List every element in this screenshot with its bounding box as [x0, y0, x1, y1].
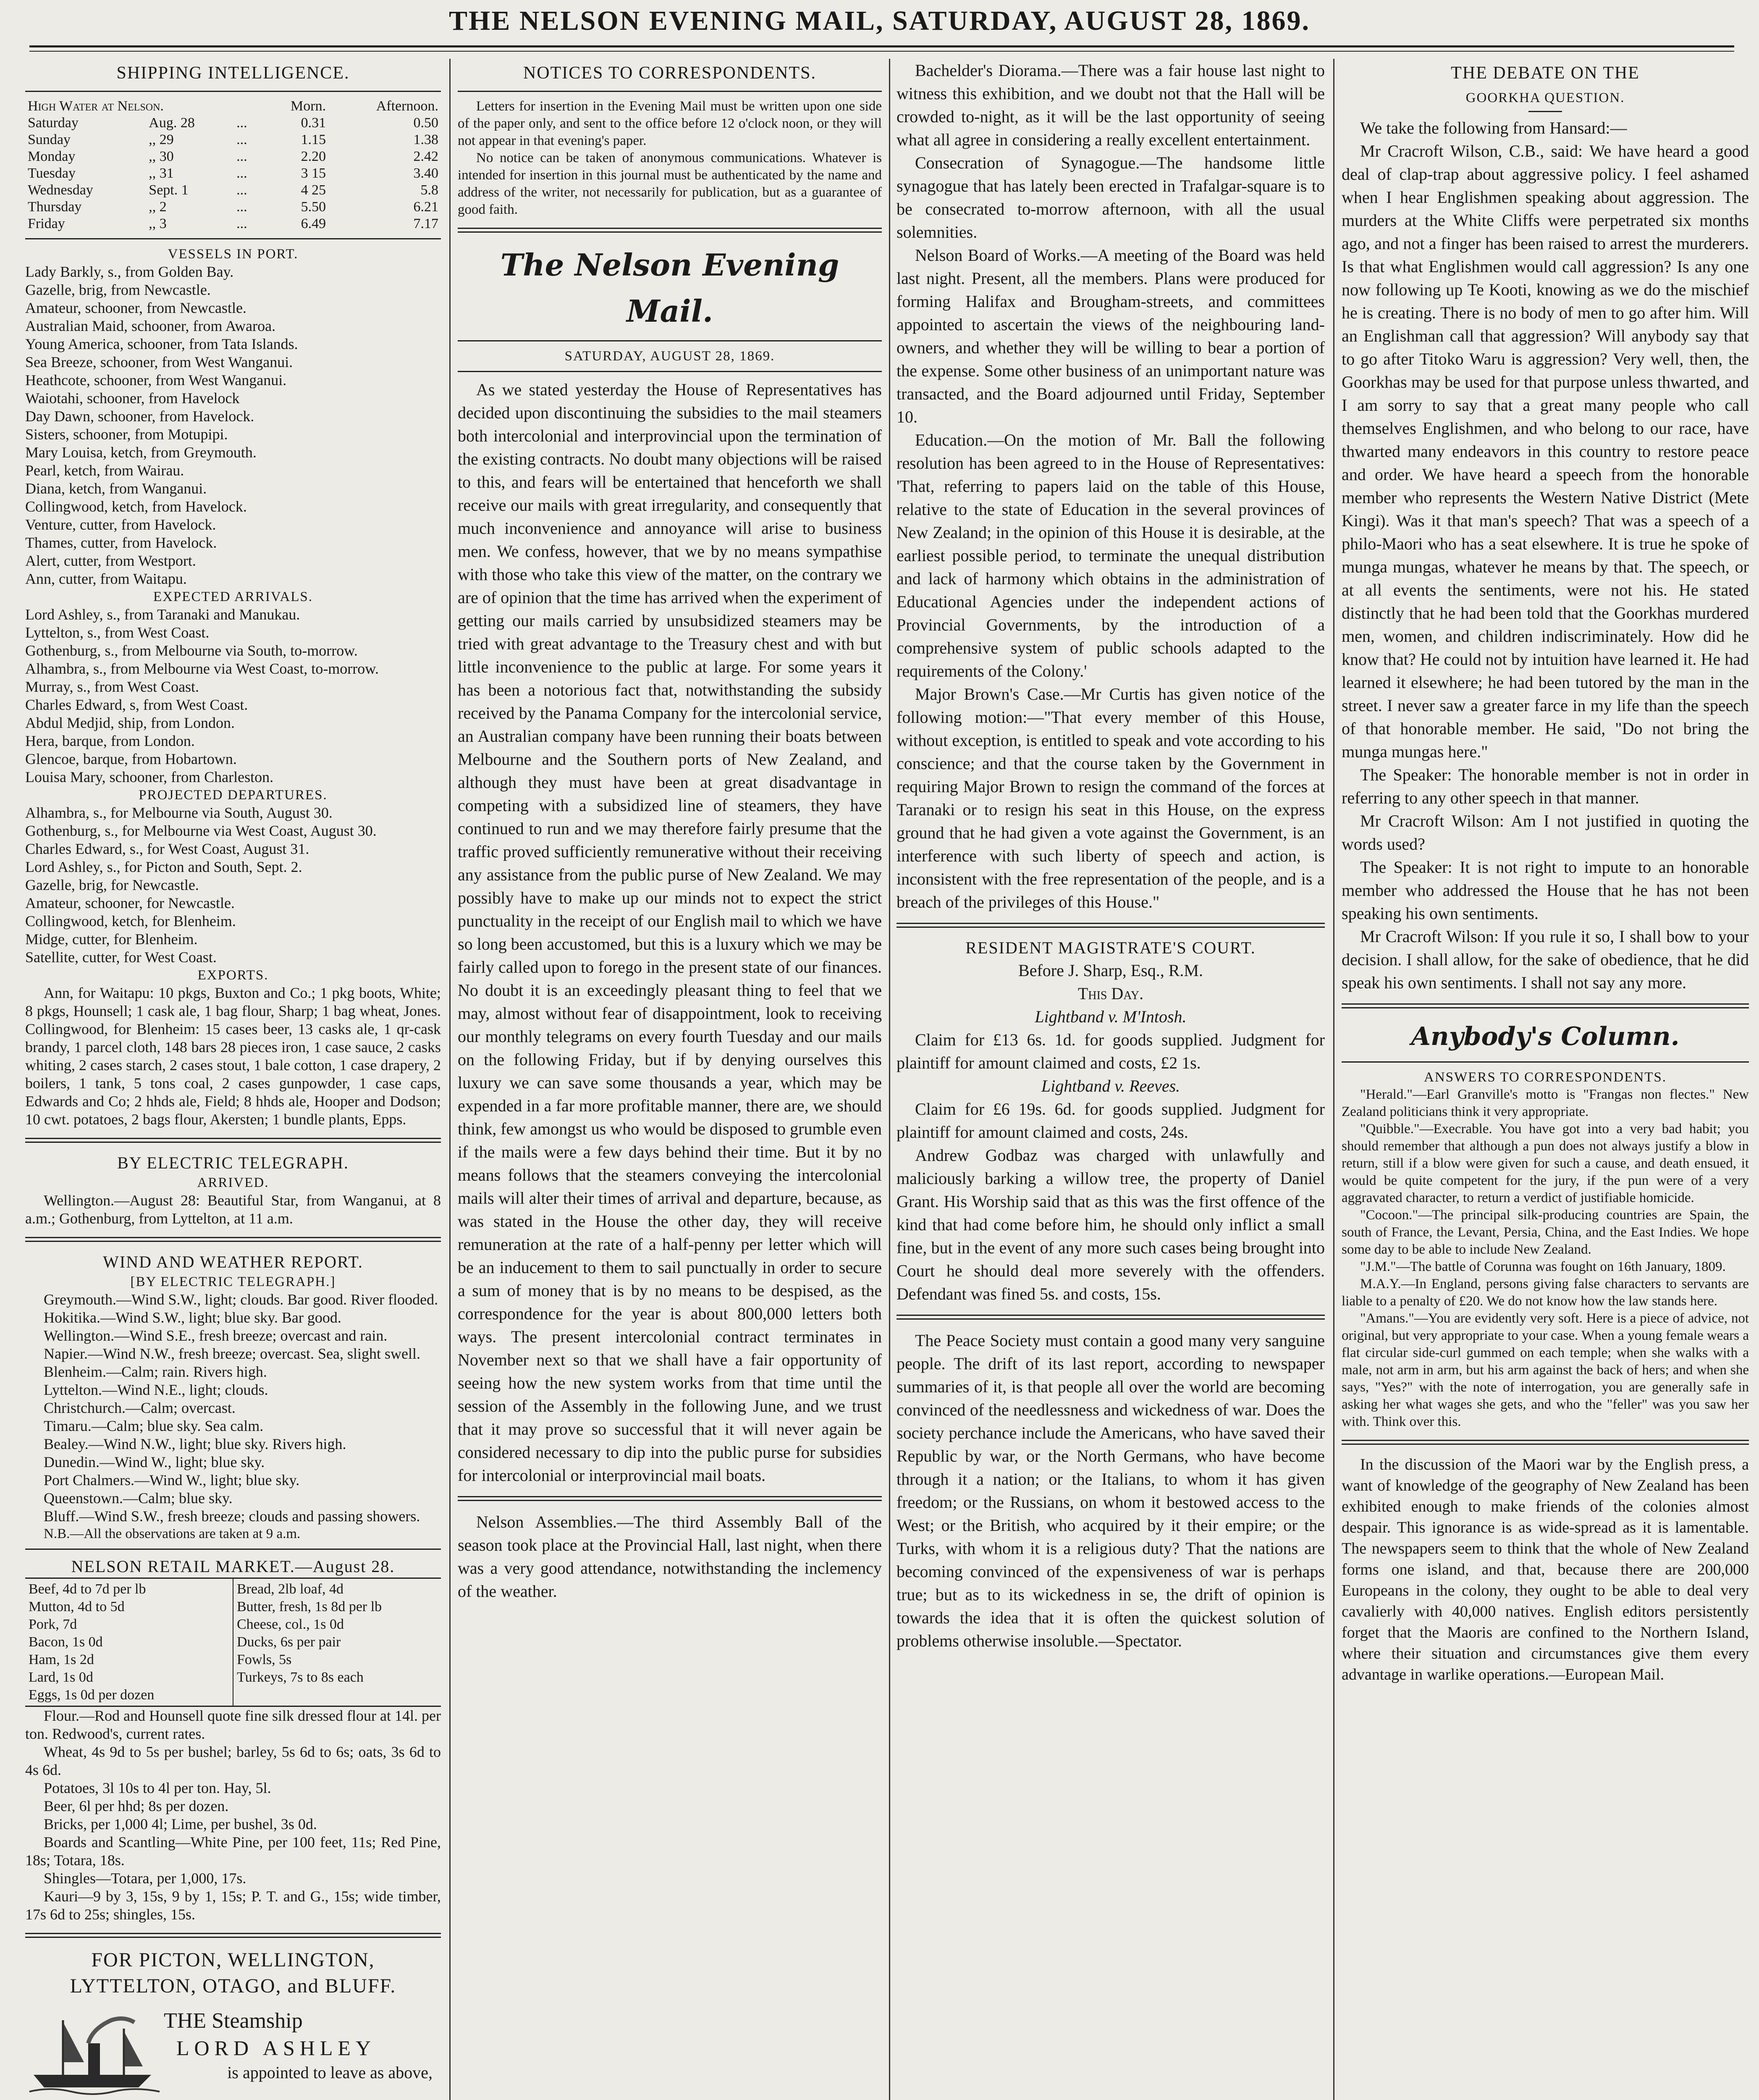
- expected-arrival-entry: Gothenburg, s., from Melbourne via South, to-morrow.: [25, 642, 358, 659]
- masthead: THE NELSON EVENING MAIL, SATURDAY, AUGUST 28, 1869.: [449, 5, 1310, 36]
- tide-cell: ,, 31: [149, 165, 174, 181]
- departure-entry: Lord Ashley, s., for Picton and South, Sept. 2.: [25, 858, 302, 875]
- steamer-advertisement: [25, 2003, 441, 2100]
- market-note: Kauri—9 by 3, 15s, 9 by 1, 15s; P. T. and G., 15s; wide timber, 17s 6d to 25s; shingles, 15s.: [25, 1888, 441, 1923]
- tide-cell: Saturday: [28, 115, 79, 131]
- vessel-entry: Sisters, schooner, from Motupipi.: [25, 426, 228, 443]
- double-divider: [897, 923, 1325, 928]
- tide-cell: Thursday: [28, 199, 82, 215]
- expected-arrival-entry: Charles Edward, s, from West Coast.: [25, 696, 248, 713]
- tide-cell: ...: [236, 216, 247, 231]
- vessel-entry: Young America, schooner, from Tata Islands.: [25, 336, 298, 352]
- vessels-heading: VESSELS IN PORT.: [168, 247, 299, 262]
- tide-header-afternoon: Afternoon.: [376, 98, 438, 114]
- ad-ship-name: LORD ASHLEY: [176, 2036, 376, 2060]
- market-price-item: Ducks, 6s per pair: [237, 1634, 341, 1650]
- vessel-entry: Sea Breeze, schooner, from West Wanganui.: [25, 354, 293, 370]
- answer-entry: "Cocoon."—The principal silk-producing countries are Spain, the south of France, the Levant, Persia, China, and the East Indies. We hope some day to be able to include New Zealand.: [1342, 1208, 1749, 1257]
- steamer-ad-title: FOR PICTON, WELLINGTON, LYTTELTON, OTAGO, and BLUFF.: [70, 1949, 396, 1997]
- expected-arrival-entry: Alhambra, s., from Melbourne via West Coast, to-morrow.: [25, 660, 379, 677]
- tide-cell: 1.15: [301, 132, 326, 147]
- departure-entry: Collingwood, ketch, for Blenheim.: [25, 913, 236, 929]
- vessel-entry: Venture, cutter, from Havelock.: [25, 516, 216, 533]
- market-right-column: [233, 1579, 441, 1706]
- tide-table: [25, 98, 441, 232]
- expected-arrival-entry: Hera, barque, from London.: [25, 732, 195, 749]
- market-heading: NELSON RETAIL MARKET.—August 28.: [71, 1557, 395, 1576]
- tide-row: [25, 199, 441, 215]
- tide-cell: 0.31: [301, 115, 326, 131]
- double-divider: [25, 1933, 441, 1938]
- expected-arrival-entry: Lyttelton, s., from West Coast.: [25, 624, 210, 641]
- departure-entry: Midge, cutter, for Blenheim.: [25, 931, 198, 948]
- steamer-ad-body: [164, 2008, 433, 2084]
- tide-cell: ,, 30: [149, 149, 174, 164]
- tide-cell: 6.49: [301, 216, 326, 231]
- answer-entry: M.A.Y.—In England, persons giving false characters to servants are liable to a penalty of £20. We do not know how the law stands here.: [1342, 1276, 1749, 1309]
- double-divider: [458, 228, 882, 233]
- market-price-item: Butter, fresh, 1s 8d per lb: [237, 1599, 382, 1614]
- tide-cell: 0.50: [413, 115, 438, 131]
- tide-header-morning: Morn.: [291, 98, 326, 114]
- departure-entry: Amateur, schooner, for Newcastle.: [25, 895, 235, 911]
- tide-row: [25, 215, 441, 232]
- market-note: Shingles—Totara, per 1,000, 17s.: [44, 1870, 246, 1887]
- notice-anonymous: No notice can be taken of anonymous communications. Whatever is intended for insertion in this journal must be authenticated by the name and address of the writer, not necessarily for publication, but as a guarantee of good faith.: [458, 150, 882, 217]
- vessel-entry: Diana, ketch, from Wanganui.: [25, 480, 207, 497]
- vessel-entry: Thames, cutter, from Havelock.: [25, 534, 217, 551]
- weather-report-entry: Timaru.—Calm; blue sky. Sea calm.: [44, 1418, 264, 1434]
- tide-cell: ,, 3: [149, 216, 167, 231]
- double-divider: [897, 1315, 1325, 1320]
- answer-entry: "J.M."—The battle of Corunna was fought on 16th January, 1809.: [1360, 1259, 1726, 1274]
- expected-arrival-entry: Louisa Mary, schooner, from Charleston.: [25, 769, 274, 785]
- departures-list: [25, 804, 441, 966]
- column-editorial: [458, 59, 882, 2100]
- vessel-entry: Ann, cutter, from Waitapu.: [25, 570, 187, 587]
- anybodys-column-title: Anybody's Column.: [1411, 1022, 1680, 1051]
- departure-entry: Charles Edward, s., for West Coast, August 31.: [25, 840, 309, 857]
- answer-entry: "Quibble."—Execrable. You have got into a very bad habit; you should remember that although a pun does not always justify a blow in return, still if a blow were given for such a cause, and death ensued, it would be quite competent for the jury, if the pun were of a very aggravated character, to return a verdict of justifiable homicide.: [1342, 1121, 1749, 1205]
- weather-list: [25, 1291, 441, 1525]
- case2-title: Lightband v. Reeves.: [1041, 1076, 1180, 1095]
- weather-report-entry: Napier.—Wind N.W., fresh breeze; overcast. Sea, slight swell.: [44, 1345, 420, 1362]
- tide-cell: 2.42: [413, 149, 438, 164]
- debate-wilson-2: Mr Cracroft Wilson: If you rule it so, I shall bow to your decision. I shall allow, for the sake of obedience, that he did speak his own sentiments. I shall not say any more.: [1342, 927, 1749, 992]
- weather-report-entry: Wellington.—Wind S.E., fresh breeze; overcast and rain.: [44, 1327, 388, 1344]
- answers-list: [1342, 1086, 1749, 1431]
- market-price-item: Lard, 1s 0d: [29, 1670, 93, 1685]
- tide-cell: 3.40: [413, 165, 438, 181]
- market-price-item: Eggs, 1s 0d per dozen: [29, 1687, 155, 1703]
- column-divider: [449, 59, 451, 2100]
- weather-report-entry: Dunedin.—Wind W., light; blue sky.: [44, 1454, 265, 1470]
- weather-report-entry: Greymouth.—Wind S.W., light; clouds. Bar good. River flooded.: [44, 1291, 438, 1308]
- weather-report-entry: Hokitika.—Wind S.W., light; blue sky. Bar good.: [44, 1309, 341, 1326]
- tide-cell: ...: [236, 149, 247, 164]
- expected-heading: EXPECTED ARRIVALS.: [153, 589, 313, 604]
- column-shipping: [25, 59, 441, 2100]
- vessels-list: [25, 263, 441, 588]
- tide-cell: 7.17: [413, 216, 438, 231]
- column-divider: [889, 59, 890, 2100]
- column-local-news: [897, 59, 1325, 2100]
- divider: [458, 91, 882, 92]
- double-divider: [1342, 1003, 1749, 1008]
- market-price-item: Bread, 2lb loaf, 4d: [237, 1581, 343, 1597]
- tide-row: [25, 148, 441, 165]
- tide-cell: ...: [236, 182, 247, 198]
- tide-row: [25, 165, 441, 182]
- diorama-paragraph: Bachelder's Diorama.—There was a fair house last night to witness this exhibition, and we doubt not that the Hall will be crowded to-night, as it will be the last opportunity of seeing what all agree in considering a really excellent entertainment.: [897, 61, 1325, 149]
- weather-report-entry: Bluff.—Wind S.W., fresh breeze; clouds and passing showers.: [44, 1508, 420, 1525]
- departure-entry: Gazelle, brig, for Newcastle.: [25, 877, 199, 893]
- column-debate: [1342, 59, 1749, 2100]
- court-day: This Day.: [1077, 984, 1144, 1003]
- tide-cell: Tuesday: [28, 165, 76, 181]
- major-brown-paragraph: Major Brown's Case.—Mr Curtis has given notice of the following motion:—"That every member of this House, without exception, is entitled to speak and vote according to his conscience; and that the course taken by the Government in requiring Major Brown to resign the command of the forces at Taranaki or to resign his seat in this House, on the express ground that he had given a vote against the Government, is an interference with such liberty of speech and action, is inconsistent with the free representation of the people, and is a breach of the privileges of this House.": [897, 685, 1325, 911]
- tide-cell: Friday: [28, 216, 65, 231]
- case1-text: Claim for £13 6s. 1d. for goods supplied. Judgment for plaintiff for amount claimed and costs, £2 1s.: [897, 1030, 1325, 1072]
- answers-heading: ANSWERS TO CORRESPONDENTS.: [1424, 1070, 1667, 1085]
- tide-row: [25, 182, 441, 199]
- education-paragraph: Education.—On the motion of Mr. Ball the following resolution has been agreed to in the House of Representatives: 'That, referring to papers laid on the table of this House, relative to the state of Education in the several provinces of New Zealand; in the opinion of this House it is desirable, at the earliest possible period, to terminate the unequal distribution and lack of harmony which obtains in the administration of Educational Agencies under the independent actions of Provincial Governments, by the introduction of a comprehensive system of public schools adapted to the requirements of the Colony.': [897, 430, 1325, 680]
- ad-the-steamship: THE Steamship: [164, 2009, 303, 2033]
- vessel-entry: Waiotahi, schooner, from Havelock: [25, 390, 240, 407]
- market-notes: [25, 1707, 441, 1924]
- tide-cell: Sunday: [28, 132, 71, 147]
- departures-heading: PROJECTED DEPARTURES.: [139, 788, 328, 803]
- vessel-entry: Gazelle, brig, from Newcastle.: [25, 281, 211, 298]
- divider: [458, 340, 882, 341]
- assemblies-paragraph: Nelson Assemblies.—The third Assembly Ball of the season took place at the Provincial Hall, last night, when there was a very good attendance, notwithstanding the inclemency of the weather.: [458, 1512, 882, 1601]
- divider: [25, 238, 441, 239]
- short-divider: [1528, 111, 1562, 112]
- market-note: Boards and Scantling—White Pine, per 100 feet, 11s; Red Pine, 18s; Totara, 18s.: [25, 1834, 441, 1869]
- departure-entry: Gothenburg, s., for Melbourne via West Coast, August 30.: [25, 822, 377, 839]
- expected-arrival-entry: Glencoe, barque, from Hobartown.: [25, 751, 237, 767]
- peace-society-paragraph: The Peace Society must contain a good many very sanguine people. The drift of its last report, according to newspaper summaries of it, is that people all over the world are becoming convinced of the needlessness and wickedness of war. Does the society perchance include the Americans, who have saved their Republic by war, or the North Germans, who have become through it a nation; or the Italians, to whom it has given freedom; or the Russians, on whom it bestowed access to the West; or the British, who acquired by it their empire; or the Turks, with whom it is a religious duty? That the nations are becoming convinced of the expensiveness of war is perhaps true; but as to its wickedness in se, the drift of opinion is towards the idea that it is often the quickest solution of problems otherwise insoluble.—Spectator.: [897, 1331, 1325, 1650]
- market-price-item: Mutton, 4d to 5d: [29, 1599, 125, 1614]
- market-note: Beer, 6l per hhd; 8s per dozen.: [44, 1798, 229, 1814]
- tide-cell: ...: [236, 199, 247, 215]
- market-price-item: Turkeys, 7s to 8s each: [237, 1670, 364, 1685]
- expected-list: [25, 606, 441, 786]
- maori-war-paragraph: In the discussion of the Maori war by the English press, a want of knowledge of the geography of New Zealand has been exhibited enough to make friends of the colonies almost despair. This ignorance is as wide-spread as it is lamentable. The newspapers seem to think that the whole of New Zealand forms one island, and that, because there are 200,000 Europeans in the colony, they ought to be able to deal very cavalierly with 40,000 natives. English editors persistently forget that the Maoris are confined to the Northern Island, where their situation and circumstances give them every advantage in warlike operations.—European Mail.: [1342, 1456, 1749, 1683]
- weather-report-entry: Port Chalmers.—Wind W., light; blue sky.: [44, 1472, 300, 1488]
- market-price-table: [25, 1578, 441, 1707]
- vessel-entry: Pearl, ketch, from Wairau.: [25, 462, 184, 479]
- tide-row: [25, 131, 441, 148]
- market-note: Potatoes, 3l 10s to 4l per ton. Hay, 5l.: [44, 1780, 271, 1796]
- weather-report-entry: Christchurch.—Calm; overcast.: [44, 1399, 236, 1416]
- expected-arrival-entry: Lord Ashley, s., from Taranaki and Manukau.: [25, 606, 300, 623]
- weather-report-entry: Blenheim.—Calm; rain. Rivers high.: [44, 1363, 267, 1380]
- steamship-icon: [25, 2003, 164, 2100]
- weather-report-entry: Queenstown.—Calm; blue sky.: [44, 1490, 233, 1507]
- market-note: Flour.—Rod and Hounsell quote fine silk dressed flour at 14l. per ton. Redwood's, current rates.: [25, 1707, 441, 1742]
- debate-wilson-speech: Mr Cracroft Wilson, C.B., said: We have heard a good deal of clap-trap about aggressive policy. I feel ashamed when I hear Englishmen speaking about aggression. The murders at the White Cliffs were perpetrated six months ago, and not a finger has been raised to arrest the murderers. Is that what Englishmen would call aggression? Is any one now following up Te Kooti, knowing as we do the mischief he is creating. There is no body of men to go after him. Will an Englishman call that aggression? Will anybody say that to go after Titoko Waru is aggression? Very well, then, the Goorkhas may be used for that purpose unless thwarted, and I am sorry to say that a great many people who call themselves Englishmen, and who belong to our race, have thwarted many endeavors in this country to restore peace and order. We have heard a speech from the honorable member who represents the Western Native District (Mete Kingi). Was it that man's speech? That was a speech of a philo-Maori who has a seat elsewhere. It is true he spoke of munga mungas, whatever he means by that. The speech, or at all events the sentiments, were not his. He stated distinctly that he had been told that the Goorkhas murdered men, women, and children indiscriminately. How did he know that? He could not by intuition have learned it. He had learned it elsewhere; he had been tutored by the man in the street. I never saw a greater farce in my life than the speech of that honorable member. He said, "Do not bring the munga mungas here.": [1342, 142, 1749, 761]
- double-divider: [458, 1496, 882, 1501]
- tide-cell: ...: [236, 165, 247, 181]
- answer-entry: "Herald."—Earl Granville's motto is "Frangas non flectes." New Zealand politicians think it very appropriate.: [1342, 1087, 1749, 1119]
- masthead-rule: [29, 45, 1734, 52]
- divider: [458, 371, 882, 372]
- vessel-entry: Lady Barkly, s., from Golden Bay.: [25, 263, 234, 280]
- tide-cell: Wednesday: [28, 182, 93, 198]
- tide-header-place: High Water at Nelson.: [28, 98, 164, 114]
- debate-heading: THE DEBATE ON THE: [1451, 63, 1640, 83]
- market-price-item: Pork, 7d: [29, 1617, 77, 1632]
- case3-text: Andrew Godbaz was charged with unlawfully and maliciously barking a willow tree, the property of Daniel Grant. His Worship said that as this was the first offence of the kind that had come before him, he should only inflict a small fine, but in the event of any more such cases being brought into Court he should deal more severely with the offenders. Defendant was fined 5s. and costs, 15s.: [897, 1146, 1325, 1303]
- market-note: Wheat, 4s 9d to 5s per bushel; barley, 5s 6d to 6s; oats, 3s 6d to 4s 6d.: [25, 1743, 441, 1778]
- court-magistrate: Before J. Sharp, Esq., R.M.: [1018, 961, 1203, 980]
- departure-entry: Alhambra, s., for Melbourne via South, August 30.: [25, 804, 333, 821]
- divider: [25, 91, 441, 92]
- newspaper-title: The Nelson Evening Mail.: [500, 247, 839, 329]
- market-price-item: Cheese, col., 1s 0d: [237, 1617, 344, 1632]
- case1-title: Lightband v. M'Intosh.: [1035, 1007, 1187, 1026]
- vessel-entry: Australian Maid, schooner, from Awaroa.: [25, 318, 276, 334]
- double-divider: [25, 1138, 441, 1143]
- arrived-heading: ARRIVED.: [197, 1175, 269, 1190]
- debate-speaker-2: The Speaker: It is not right to impute to an honorable member who addressed the House that he has not been speaking his own sentiments.: [1342, 858, 1749, 923]
- case2-text: Claim for £6 19s. 6d. for goods supplied. Judgment for plaintiff for amount claimed and costs, 24s.: [897, 1100, 1325, 1142]
- tide-cell: Monday: [28, 149, 76, 164]
- notices-heading: NOTICES TO CORRESPONDENTS.: [523, 63, 817, 83]
- vessel-entry: Day Dawn, schooner, from Havelock.: [25, 408, 254, 425]
- exports-heading: EXPORTS.: [197, 968, 269, 983]
- arrived-text: Wellington.—August 28: Beautiful Star, from Wanganui, at 8 a.m.; Gothenburg, from Lyttelton, at 11 a.m.: [25, 1192, 441, 1227]
- tide-cell: 4 25: [301, 182, 326, 198]
- debate-wilson-1: Mr Cracroft Wilson: Am I not justified in quoting the words used?: [1342, 811, 1749, 853]
- tide-cell: 2.20: [301, 149, 326, 164]
- tide-cell: ...: [236, 132, 247, 147]
- court-heading: RESIDENT MAGISTRATE'S COURT.: [965, 938, 1256, 957]
- weather-report-entry: Bealey.—Wind N.W., light; blue sky. Rivers high.: [44, 1436, 346, 1452]
- board-of-works-paragraph: Nelson Board of Works.—A meeting of the Board was held last night. Present, all the members. Plans were produced for forming Halifax and Brougham-streets, and committees appointed to ascertain the views of the neighbouring land-owners, and whether they will be willing to bear a portion of the expense. Some other business of an unimportant nature was transacted, and the Board adjourned until Friday, September 10.: [897, 246, 1325, 426]
- divider: [25, 1549, 441, 1550]
- market-left-column: [25, 1579, 233, 1706]
- expected-arrival-entry: Murray, s., from West Coast.: [25, 678, 199, 695]
- double-divider: [25, 1237, 441, 1242]
- exports-text: Ann, for Waitapu: 10 pkgs, Buxton and Co.; 1 pkg boots, White; 8 pkgs, Hounsell; 1 cask ale, 1 bag flour, Sharp; 1 bag wheat, Jones. Collingwood, for Blenheim: 15 cases beer, 13 casks ale, 1 qr-cask brandy, 1 parcel cloth, 148 bars 28 pieces iron, 1 case sauce, 2 casks whiting, 2 cases starch, 2 cases stout, 1 bale cotton, 1 case drapery, 2 boilers, 1 tank, 5 tons coal, 2 cases gunpowder, 1 case caps, Edwards and Co; 2 hhds ale, Field; 8 hhds ale, Hooper and Dodson; 10 cwt. potatoes, 2 bags flour, Akersten; 1 bundle plants, Epps.: [25, 984, 441, 1128]
- ad-line1: is appointed to leave as above,: [227, 2063, 433, 2082]
- tide-cell: ...: [236, 115, 247, 131]
- tide-cell: Aug. 28: [149, 115, 195, 131]
- weather-subheading: [BY ELECTRIC TELEGRAPH.]: [130, 1274, 336, 1289]
- tide-cell: ,, 2: [149, 199, 167, 215]
- tide-cell: 5.8: [420, 182, 438, 198]
- tide-cell: Sept. 1: [149, 182, 189, 198]
- tide-cell: 3 15: [301, 165, 326, 181]
- weather-report-entry: Lyttelton.—Wind N.E., light; clouds.: [44, 1381, 268, 1398]
- market-price-item: Fowls, 5s: [237, 1652, 292, 1667]
- vessel-entry: Alert, cutter, from Westport.: [25, 552, 196, 569]
- notice-letters: Letters for insertion in the Evening Mail must be written upon one side of the paper only, and sent to the office before 12 o'clock noon, or they will not appear in that evening's paper.: [458, 99, 882, 148]
- weather-note: N.B.—All the observations are taken at 9 a.m.: [44, 1526, 301, 1541]
- vessel-entry: Mary Louisa, ketch, from Greymouth.: [25, 444, 257, 461]
- shipping-heading: SHIPPING INTELLIGENCE.: [116, 63, 350, 83]
- market-price-item: Ham, 1s 2d: [29, 1652, 94, 1667]
- editorial-text: As we stated yesterday the House of Representatives has decided upon discontinuing the subsidies to the mail steamers both intercolonial and interprovincial upon the termination of the existing contracts. No doubt many objections will be raised to this, and fears will be entertained that henceforth we shall receive our mails with great irregularity, and consequently that much inconvenience and annoyance will arise to business men. We confess, however, that we by no means sympathise with those who take this view of the matter, on the contrary we are of opinion that the time has arrived when the experiment of getting our mails carried by unsubsidized steamers may be tried with great advantage to the Treasury chest and with but little inconvenience to the public at large. For some years it has been a notorious fact that, notwithstanding the subsidy received by the Panama Company for the intercolonial service, an Australian company have been running their boats between Melbourne and the Southern ports of New Zealand, and although they must have been at great disadvantage in competing with a subsidized line of steamers, they have continued to run and we may therefore fairly presume that the traffic proved sufficiently remunerative without their receiving any assistance from the public purse of New Zealand. We may possibly have to make up our minds not to expect the strict punctuality in the receipt of our English mail to which we have so long been accustomed, but this is a luxury which we may be fairly called upon to forego in the present state of our finances. No doubt it is an exceedingly pleasant thing to feel that we may, almost without fear of disappointment, look to receiving our monthly telegrams on every fourth Tuesday and our mails on the following Friday, but if by denying ourselves this luxury we can save some thousands a year, which may be expended in a far more profitable manner, there are, we should think, few amongst us who would be disposed to grumble even if the mails were a few days behind their time. But it by no means follows that the steamers conveying the intercolonial mails will alter their times of arrival and departure, because, as was stated in the House the other day, they will receive remuneration at the rate of a half-penny per letter which will be an inducement to them to sail punctually in order to secure a sum of money that is by no means to be despised, as the correspondence for the year is about 800,000 letters both ways. The present intercolonial contract terminates in November next so that we shall have a fair opportunity of seeing how the new system works from that time until the session of the Assembly in the following June, and we trust that it may prove so successful that it will never again be considered necessary to dip into the public purse for subsidies for intercolonial or interprovincial mail boats.: [458, 380, 882, 1485]
- column-divider: [1333, 59, 1334, 2100]
- market-note: Bricks, per 1,000 4l; Lime, per bushel, 3s 0d.: [44, 1816, 317, 1832]
- tide-cell: 6.21: [413, 199, 438, 215]
- double-divider: [1342, 1440, 1749, 1445]
- weather-heading: WIND AND WEATHER REPORT.: [103, 1252, 363, 1271]
- vessel-entry: Heathcote, schooner, from West Wanganui.: [25, 372, 287, 388]
- debate-subheading: GOORKHA QUESTION.: [1465, 90, 1625, 105]
- departure-entry: Satellite, cutter, for West Coast.: [25, 949, 217, 966]
- vessel-entry: Amateur, schooner, from Newcastle.: [25, 299, 246, 316]
- tide-row: [25, 115, 441, 131]
- vessel-entry: Collingwood, ketch, from Havelock.: [25, 498, 247, 515]
- tide-cell: 1.38: [413, 132, 438, 147]
- debate-speaker-1: The Speaker: The honorable member is not in order in referring to any other speech in that manner.: [1342, 765, 1749, 807]
- market-price-item: Bacon, 1s 0d: [29, 1634, 103, 1650]
- divider: [1342, 1061, 1749, 1063]
- debate-intro: We take the following from Hansard:—: [1360, 118, 1627, 137]
- answer-entry: "Amans."—You are evidently very soft. Here is a piece of advice, not original, but very appropriate to your case. When a young female wears a flat circular side-curl gummed on each temple; when she walks with a male, not arm in arm, but his arm against the back of hers; and when she says, "Yes?" with the note of interrogation, you are generally safe in asking her what wages she gets, and who the "feller" was you saw her with. Think over this.: [1342, 1311, 1749, 1429]
- tide-cell: 5.50: [301, 199, 326, 215]
- market-price-item: Beef, 4d to 7d per lb: [29, 1581, 146, 1597]
- expected-arrival-entry: Abdul Medjid, ship, from London.: [25, 714, 235, 731]
- editorial-dateline: SATURDAY, AUGUST 28, 1869.: [564, 349, 775, 364]
- synagogue-paragraph: Consecration of Synagogue.—The handsome little synagogue that has lately been erected in Trafalgar-square is to be consecrated to-morrow afternoon, with all the usual solemnities.: [897, 153, 1325, 242]
- tide-cell: ,, 29: [149, 132, 174, 147]
- tide-header-row: [25, 98, 441, 115]
- telegraph-heading: BY ELECTRIC TELEGRAPH.: [117, 1153, 349, 1172]
